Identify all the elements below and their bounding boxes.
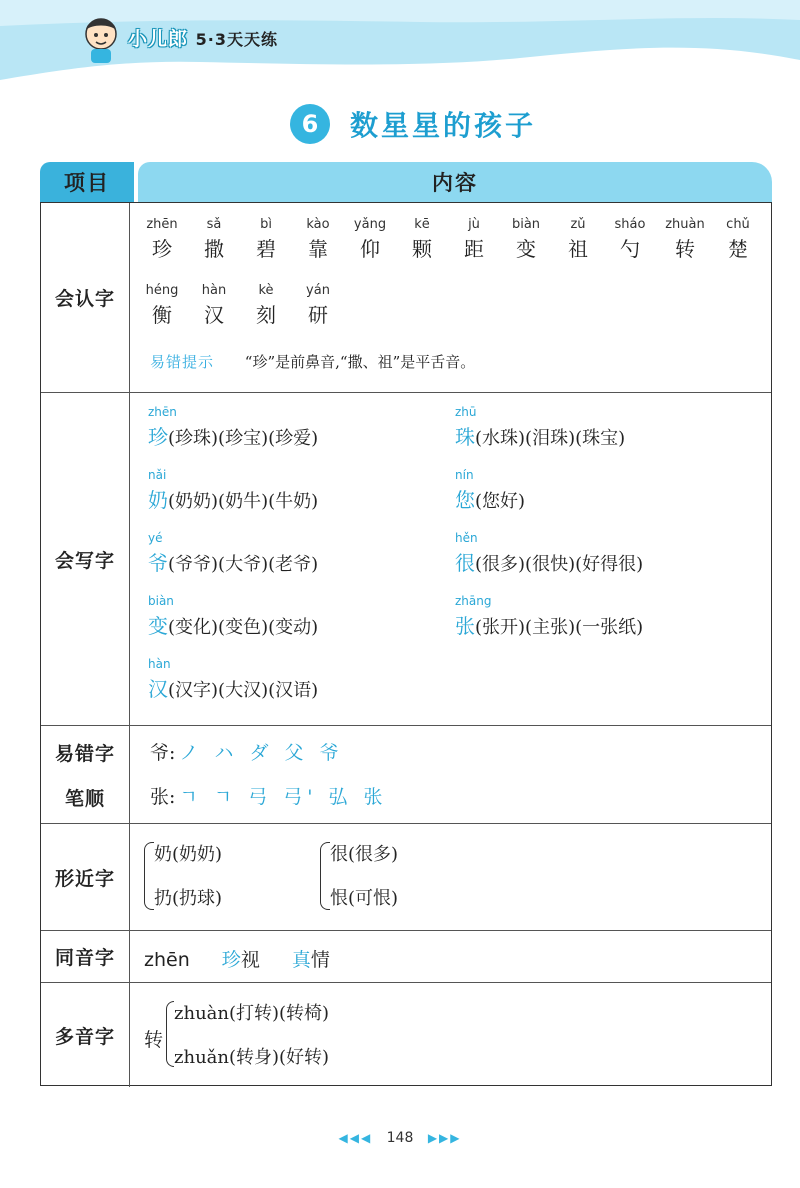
char-item: sháo 勺 (614, 217, 646, 261)
row-label: 多音字 (41, 983, 130, 1087)
char-item: jù 距 (464, 217, 484, 261)
write-item: nín 您(您好) (455, 468, 526, 512)
write-item: biàn 变(变化)(变色)(变动) (148, 594, 319, 638)
similar-char: 很(很多) (330, 844, 399, 865)
stroke-order-line: 张: ㄱ ㄱ 弓 弓' 弘 张 (150, 786, 388, 808)
left-brace (144, 842, 154, 910)
row-content (130, 203, 771, 392)
homophone-line (144, 945, 330, 972)
char-item: yǎng 仰 (353, 217, 387, 261)
write-item: nǎi 奶(奶奶)(奶牛)(牛奶) (148, 468, 319, 512)
write-item: hěn 很(很多)(很快)(好得很) (455, 531, 644, 575)
table-body (40, 202, 772, 1086)
left-brace (320, 842, 330, 910)
lesson-heading (290, 102, 536, 146)
row-label-line-1: 易错字 (54, 742, 115, 765)
char-item: kē 颗 (412, 217, 432, 261)
summary-table (40, 162, 772, 1086)
similar-char: 扔(扔球) (154, 888, 223, 909)
write-item: zhēn 珍(珍珠)(珍宝)(珍爱) (148, 405, 319, 449)
char-item: zhuàn 转 (665, 217, 705, 261)
row-huixiezi (41, 393, 771, 726)
char-item: bì 碧 (256, 217, 276, 261)
homophone-word: 真情 (291, 949, 330, 971)
polyphone-char: 转 (144, 1029, 164, 1051)
polyphone-reading: zhuàn(打转)(转椅) (174, 1003, 330, 1024)
row-huirenzi (41, 203, 771, 393)
row-bishun (41, 726, 771, 824)
row-tongyinzi (41, 931, 771, 983)
mascot-icon (78, 14, 124, 64)
char-item: chǔ 楚 (726, 217, 750, 261)
arrow-left-icon: ◀◀◀ (338, 1131, 373, 1145)
row-label: 同音字 (41, 931, 130, 982)
brand-title (128, 24, 278, 51)
homophone-word: 珍视 (221, 949, 260, 971)
write-item: yé 爷(爷爷)(大爷)(老爷) (148, 531, 319, 575)
arrow-right-icon: ▶▶▶ (427, 1131, 462, 1145)
char-item: kào 靠 (306, 217, 330, 261)
char-item: héng 衡 (145, 283, 179, 327)
row-content (130, 824, 771, 930)
row-label: 会认字 (41, 203, 130, 392)
char-item: kè 刻 (256, 283, 276, 327)
tip-text: “珍”是前鼻音,“撒、祖”是平舌音。 (244, 353, 476, 371)
write-item: zhū 珠(水珠)(泪珠)(珠宝) (455, 405, 626, 449)
char-item: hàn 汉 (201, 283, 227, 327)
row-label-line-2: 笔顺 (64, 787, 105, 810)
table-header (40, 162, 772, 202)
page-footer (0, 1130, 800, 1146)
similar-char: 奶(奶奶) (154, 844, 223, 865)
row-content (130, 726, 771, 823)
write-item: hàn 汉(汉字)(大汉)(汉语) (148, 657, 319, 701)
page-number: 148 (386, 1130, 414, 1146)
char-item: zǔ 祖 (568, 217, 588, 261)
row-label: 形近字 (41, 824, 130, 930)
header-content: 内容 (138, 162, 772, 202)
series-name: 5·3天天练 (195, 30, 278, 49)
polyphone-reading: zhuǎn(转身)(好转) (174, 1047, 330, 1068)
stroke-order-line: 爷: ノ ハ ダ 父 爷 (150, 742, 344, 764)
homophone-pinyin: zhēn (144, 949, 190, 971)
similar-char: 恨(可恨) (330, 888, 399, 909)
header-item: 项目 (40, 162, 134, 202)
write-item: zhāng 张(张开)(主张)(一张纸) (455, 594, 644, 638)
row-duoyinzi (41, 983, 771, 1087)
char-item: biàn 变 (511, 217, 541, 261)
row-label (41, 726, 130, 823)
char-item: yán 研 (306, 283, 330, 327)
lesson-number-badge: 6 (290, 104, 330, 144)
brand-name: 小儿郎 (128, 28, 189, 50)
error-tip (150, 351, 475, 372)
char-item: zhēn 珍 (146, 217, 178, 261)
row-content (130, 983, 771, 1087)
row-label: 会写字 (41, 393, 130, 725)
char-item: sǎ 撒 (204, 217, 224, 261)
left-brace (166, 1001, 174, 1067)
row-content (130, 931, 771, 982)
row-content (130, 393, 771, 725)
row-xingjinzi (41, 824, 771, 931)
tip-label: 易错提示 (150, 353, 215, 371)
lesson-title: 数星星的孩子 (350, 109, 537, 142)
